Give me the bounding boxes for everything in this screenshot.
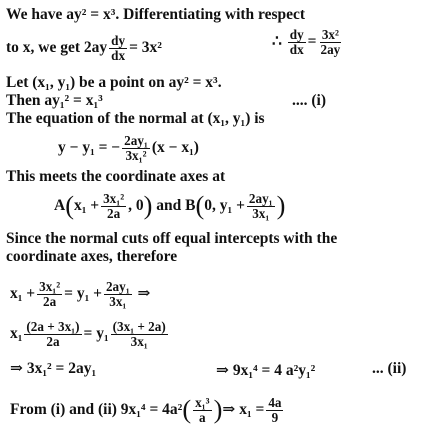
line-meets-axes: This meets the coordinate axes at [6,168,226,185]
frac-num: (2a + 3x₁) [26,319,80,334]
point-b-coords: 0, y₁ + [204,196,245,214]
frac-num: 2ay₁ [124,133,148,148]
line-differentiate [6,34,162,63]
frac-den: 2a [46,333,60,349]
slope-eq: = [307,32,317,50]
diff-text: to x, we get 2ay [6,38,108,56]
final-inner-fraction [193,396,211,425]
frac-num: 3x₁² [39,279,61,294]
eq-right-fraction [104,280,132,309]
eq-ref-ii: ... (ii) [372,360,407,377]
frac-num: 3x₁² [103,191,125,206]
frac-den: 3x₁ [252,205,270,221]
line-intercept-points [54,192,285,221]
frac-den: 9 [271,409,279,425]
line-intro: We have ay² = x³. Differentiating with respect [6,6,306,23]
frac-den: 2a [43,293,57,309]
slope-expression [272,28,344,57]
eq-right-fraction [111,320,168,349]
frac-num: dy [111,33,126,48]
normal-rhs: (x − x₁) [151,138,199,156]
frac-num: dy [289,27,304,42]
normal-slope-fraction [122,134,150,163]
line-point: Let (x₁, y₁) be a point on ay² = x³. [6,74,222,91]
eq-left-x: x₁ [10,324,23,342]
line-factored-equation [10,320,170,349]
frac-den: 2a [107,205,121,221]
eq-left-fraction [24,320,81,349]
line-final [10,396,285,425]
implies-arrow: ⇒ [137,284,151,302]
diff-eq: = 3x² [129,38,162,56]
slope-fraction [319,28,343,57]
dy-dx-fraction [109,34,127,63]
frac-den: a [199,409,206,425]
line-then: Then ay₁² = x₁³ [6,92,103,109]
line-intercept-equation [10,280,151,309]
implies-arrow: ⇒ [222,400,236,418]
frac-num: 2ay₁ [248,191,273,206]
line-normal-eq [58,134,199,163]
eq-left-fraction [37,280,62,309]
point-a-x: x₁ + [73,196,100,214]
paren-close: ) [213,395,223,425]
final-left: From (i) and (ii) 9x₁⁴ = 4a² [10,400,183,418]
frac-num: 3x² [321,27,339,42]
line-result-left: ⇒ 3x₁² = 2ay₁ [10,360,97,377]
point-a-label: A [54,196,66,214]
frac-den: dx [111,47,126,63]
eq-ref-i: .... (i) [292,92,327,109]
frac-den: 3x₁ [109,293,127,309]
and-text: and [156,196,182,214]
paren-open: ( [182,395,192,425]
frac-den: 3x₁ [130,333,148,349]
point-b-fraction [247,192,275,221]
final-result: x₁ = [239,400,265,418]
point-b-label: B [185,196,196,214]
line-normal-intro: The equation of the normal at (x₁, y₁) is [6,110,265,127]
paren-open: ( [65,191,74,221]
frac-den: dx [289,41,304,57]
therefore-symbol: ∴ [272,32,282,50]
paren-close: ) [143,191,153,221]
line-equal-intercepts: Since the normal cuts off equal intercepts with the [6,230,338,247]
frac-num: (3x₁ + 2a) [112,319,166,334]
frac-num: 2ay₁ [105,279,130,294]
eq-mid: = y₁ [83,324,109,342]
line-therefore: coordinate axes, therefore [6,248,178,265]
frac-num: x₁³ [195,395,210,410]
frac-den: 3x₁² [125,147,147,163]
paren-close: ) [276,191,286,221]
eq-mid: = y₁ + [64,284,102,302]
line-result-right: ⇒ 9x₁⁴ = 4 a²y₁² [216,362,316,379]
eq-left-x: x₁ + [10,284,36,302]
frac-num: 4a [268,395,282,410]
frac-den: 2ay [320,41,341,57]
slope-dy-dx [288,28,306,57]
point-a-fraction [101,192,126,221]
point-a-y: , 0 [128,196,144,214]
normal-lhs: y − y₁ = − [58,138,121,156]
paren-open: ( [195,191,205,221]
final-result-fraction [266,396,283,425]
